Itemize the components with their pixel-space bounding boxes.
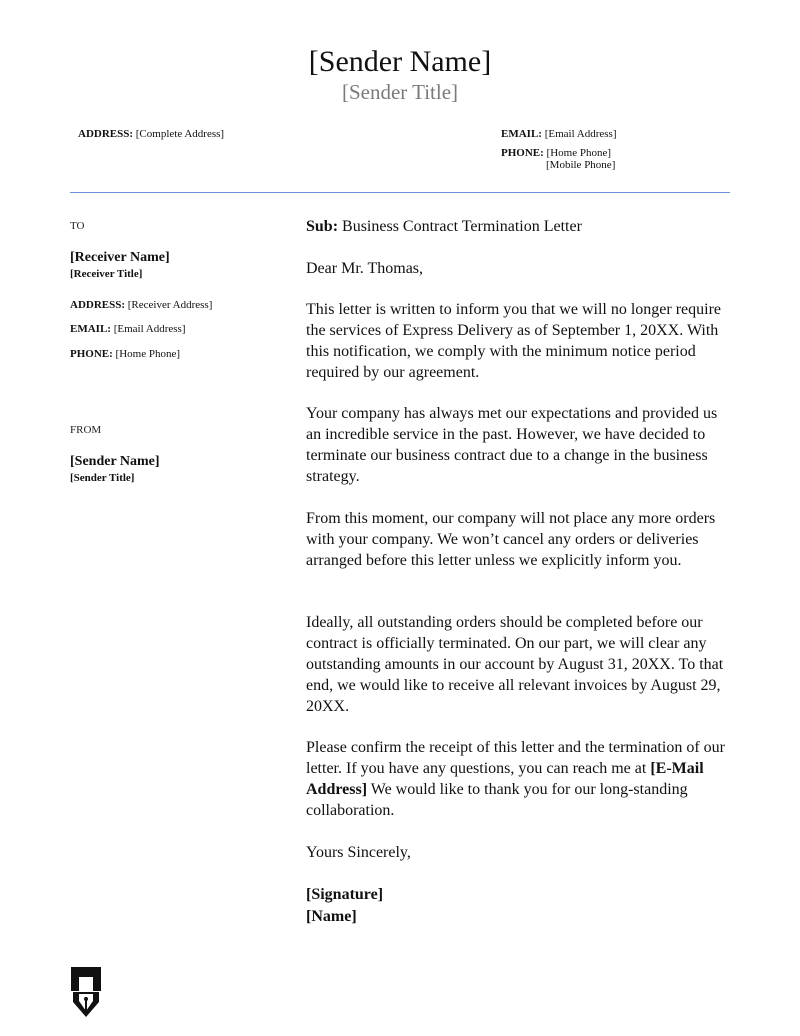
header-divider [70,192,730,193]
header-email [501,128,617,141]
receiver-phone-label: PHONE: [70,348,113,360]
header-phone-mobile: [Mobile Phone] [546,159,616,171]
sender-title-heading: [Sender Title] [341,80,459,104]
to-label: TO [70,220,85,232]
sender-name-heading: [Sender Name] [308,45,492,78]
paragraph-4: Ideally, all outstanding orders should be completed before our contract is officially terminated. On our part, we will clear any outstanding amounts in our account by August 31, 20XX. To that end, we would like to receive all relevant invoices by August 29, 20XX. [306,614,724,715]
receiver-address-value: [Receiver Address] [125,299,213,311]
header-phone-home: [Home Phone] [543,147,611,159]
paragraph-1: This letter is written to inform you that we will no longer require the services of Express Delivery as of September 1, 20XX. With this notification, we comply with the minimum notice period required by our agreement. [306,301,722,381]
receiver-address [70,299,212,312]
subject-line [306,216,726,237]
header-address [78,128,224,141]
header-address-value: [Complete Address] [133,128,225,140]
pen-nib-logo-icon [70,966,102,1018]
salutation: Dear Mr. Thomas, [306,260,424,277]
receiver-email-label: EMAIL: [70,323,111,335]
contact-email-placeholder: [E-Mail Address] [306,760,704,798]
header-phone-label: PHONE: [501,147,544,159]
receiver-email [70,323,186,336]
receiver-title: [Receiver Title] [70,268,143,280]
paragraph-5-text-after: We would like to thank you for our long-standing collaboration. [306,781,688,819]
name-placeholder: [Name] [306,908,357,925]
receiver-name: [Receiver Name] [70,250,170,265]
header-email-value: [Email Address] [541,128,617,140]
closing: Yours Sincerely, [306,844,411,861]
from-sender-name: [Sender Name] [70,454,160,469]
header-address-label: ADDRESS: [78,128,134,140]
signature-placeholder: [Signature] [306,886,384,903]
receiver-phone-value: [Home Phone] [112,348,180,360]
receiver-address-label: ADDRESS: [70,299,126,311]
header-email-label: EMAIL: [501,128,542,140]
from-label: FROM [70,424,102,436]
paragraph-5-text-before: Please confirm the receipt of this letter and the termination of our letter. If you have any questions, you can reach me at [306,739,725,777]
receiver-email-value: [Email Address] [110,323,186,335]
receiver-phone [70,348,180,361]
paragraph-5 [306,737,726,821]
subject-text: Business Contract Termination Letter [338,218,582,235]
paragraph-3: From this moment, our company will not place any more orders with your company. We won’t cancel any orders or deliveries arranged before this letter unless we explicitly inform you. [306,510,716,569]
subject-label: Sub: [306,218,339,235]
from-sender-title: [Sender Title] [70,472,135,484]
paragraph-2: Your company has always met our expectations and provided us an incredible service in the past. However, we have decided to terminate our business contract due to a change in the business strategy. [306,405,718,485]
